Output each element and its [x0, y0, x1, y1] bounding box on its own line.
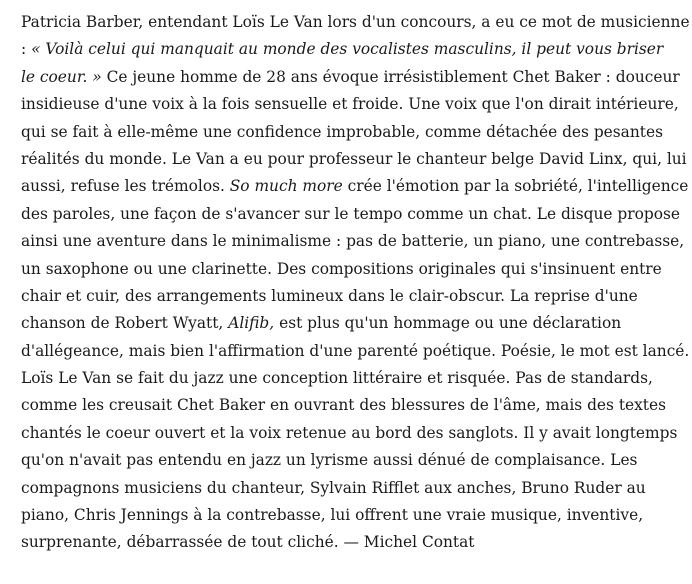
text-segment: chair et cuir, des arrangements lumineux dans le clair-obscur. La reprise d'une	[21, 286, 638, 305]
text-segment: qu'on n'avait pas entendu en jazz un lyrisme aussi dénué de complaisance. Les	[21, 451, 638, 470]
text-segment: ainsi une aventure dans le minimalisme : pas de batterie, un piano, une contrebasse,	[21, 232, 685, 251]
text-segment: compagnons musiciens du chanteur, Sylvain Rifflet aux anches, Bruno Ruder au	[21, 478, 646, 497]
text-segment: Ce jeune homme de 28 ans évoque irrésistiblement Chet Baker : douceur	[101, 67, 680, 86]
text-line	[21, 146, 687, 173]
text-line	[21, 447, 681, 474]
text-line	[21, 338, 690, 365]
text-segment: chanson de Robert Wyatt,	[21, 314, 229, 333]
text-segment: crée l'émotion par la sobriété, l'intelligence	[342, 177, 689, 196]
text-segment: qui se fait à elle-même une confidence improbable, comme détachée des pesantes	[21, 122, 663, 141]
text-segment: :	[21, 40, 32, 59]
text-line	[21, 420, 681, 447]
text-segment: des paroles, une façon de s'avancer sur le tempo comme un chat. Le disque propose	[21, 204, 681, 223]
text-line	[21, 228, 685, 255]
text-line	[21, 64, 681, 91]
text-line	[21, 9, 690, 36]
text-line	[21, 173, 689, 200]
text-segment: aussi, refuse les trémolos.	[21, 177, 230, 196]
text-line	[21, 91, 681, 118]
article-body	[21, 9, 690, 557]
text-line	[21, 310, 681, 337]
italic-text: « Voilà celui qui manquait au monde des vocalistes masculins, il peut vous briser	[31, 40, 664, 59]
text-segment: Loïs Le Van se fait du jazz une conception littéraire et risquée. Pas de standards,	[21, 369, 653, 388]
text-line	[21, 365, 681, 392]
text-segment: d'allégeance, mais bien l'affirmation d'une parenté poétique. Poésie, le mot est lancé.	[21, 341, 690, 360]
text-line	[21, 201, 681, 228]
text-segment: un saxophone ou une clarinette. Des compositions originales qui s'insinuent entre	[21, 259, 662, 278]
text-segment: Patricia Barber, entendant Loïs Le Van lors d'un concours, a eu ce mot de musicienne	[21, 13, 690, 31]
text-line	[21, 256, 681, 283]
text-line	[21, 36, 681, 63]
italic-text: Alifib,	[228, 314, 275, 333]
text-segment: chantés le coeur ouvert et la voix retenue au bord des sanglots. Il y avait longtemps	[21, 423, 678, 442]
text-segment: comme les creusait Chet Baker en ouvrant des blessures de l'âme, mais des textes	[21, 396, 666, 415]
text-line	[21, 475, 681, 502]
text-line	[21, 119, 681, 146]
text-segment: est plus qu'un hommage ou une déclaration	[274, 314, 622, 333]
italic-text: le coeur. »	[21, 67, 102, 86]
text-segment: réalités du monde. Le Van a eu pour professeur le chanteur belge David Linx, qui, lui	[21, 149, 687, 168]
text-line	[21, 502, 681, 529]
text-line	[21, 529, 681, 556]
text-line	[21, 392, 681, 419]
italic-text: So much more	[229, 177, 343, 196]
text-segment: insidieuse d'une voix à la fois sensuelle et froide. Une voix que l'on dirait intérieure,	[21, 95, 679, 114]
text-segment: surprenante, débarrassée de tout cliché. — Michel Contat	[21, 533, 475, 552]
text-segment: piano, Chris Jennings à la contrebasse, lui offrent une vraie musique, inventive,	[21, 506, 644, 525]
text-line	[21, 283, 681, 310]
